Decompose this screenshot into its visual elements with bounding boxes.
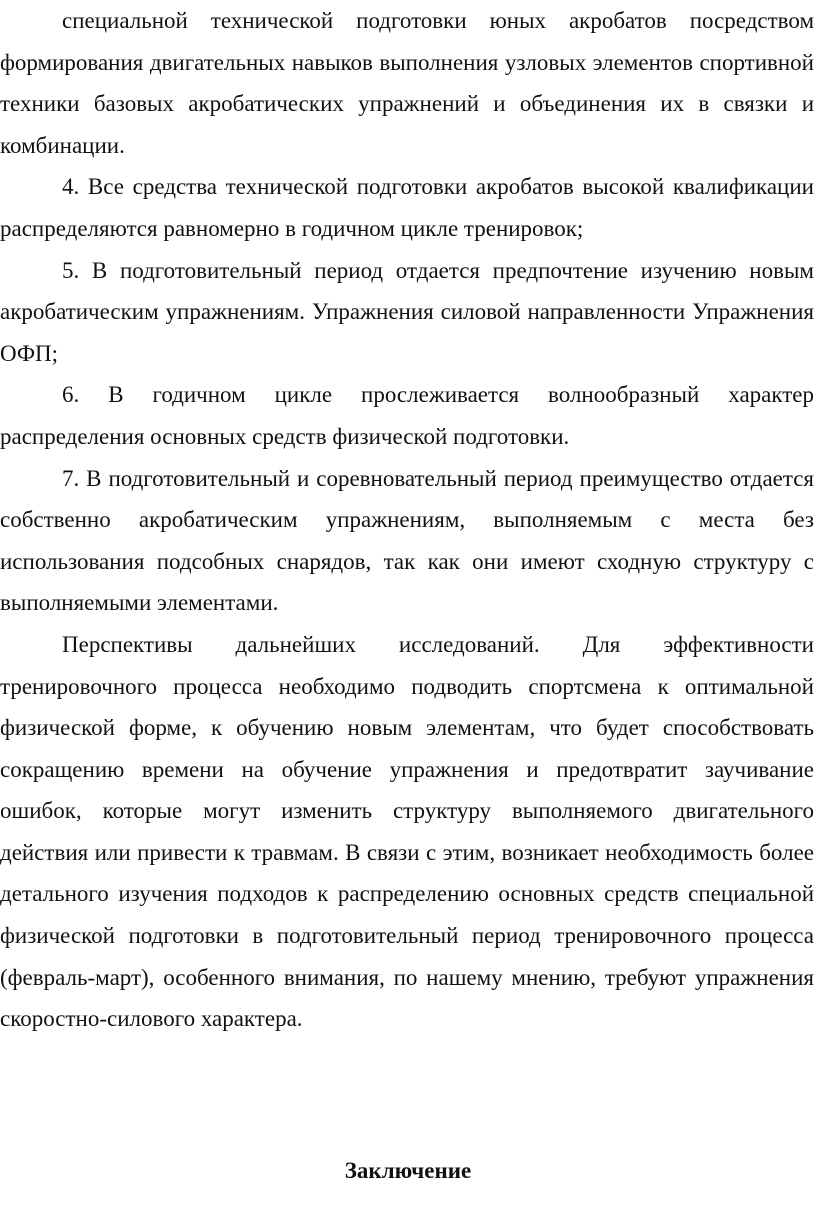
- paragraph-item-7: 7. В подготовительный и соревновательный период преимущество отдается собственно акробатическим упражнениям, выполняемым с места без использования подсобных снарядов, так как они имеют сходную структуру с выполняемыми элементами.: [0, 465, 814, 616]
- paragraph-item-4: 4. Все средства технической подготовки акробатов высокой квалификации распределяются равномерно в годичном цикле тренировок;: [0, 174, 814, 241]
- paragraph-continuation: специальной технической подготовки юных акробатов посредством формирования двигательных навыков выполнения узловых элементов спортивной техники базовых акробатических упражнений и объединения их в связки и комбинации.: [0, 8, 814, 158]
- section-heading: Заключение: [344, 1158, 472, 1183]
- paragraph-perspectives: Перспективы дальнейших исследований. Для эффективности тренировочного процесса необходимо подводить спортсмена к оптимальной физической форме, к обучению новым элементам, что будет способствовать сокращению времени на обучение упражнения и предотвратит заучивание ошибок, которые могут изменить структуру выполняемого двигательного действия или привести к травмам. В связи с этим, возникает необходимость более детального изучения подходов к распределению основных средств специальной физической подготовки в подготовительный период тренировочного процесса (февраль-март), особенного внимания, по нашему мнению, требуют упражнения скоростно-силового характера.: [0, 631, 814, 1032]
- paragraph-item-6: 6. В годичном цикле прослеживается волнообразный характер распределения основных средств физической подготовки.: [0, 382, 814, 449]
- paragraph-item-5: 5. В подготовительный период отдается предпочтение изучению новым акробатическим упражнениям. Упражнения силовой направленности Упражнения ОФП;: [0, 257, 814, 366]
